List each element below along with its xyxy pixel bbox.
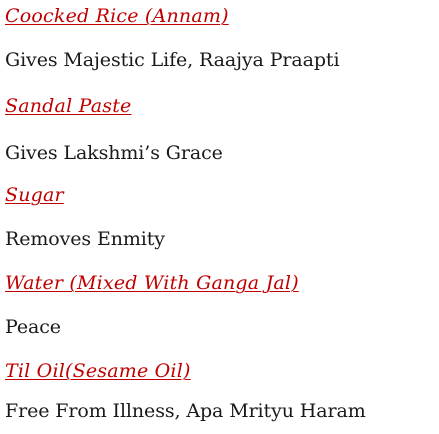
item-description-til-oil: Free From Illness, Apa Mrityu Haram xyxy=(5,400,366,422)
item-heading-water: Water (Mixed With Ganga Jal) xyxy=(5,272,299,294)
item-heading-til-oil: Til Oil(Sesame Oil) xyxy=(5,360,191,382)
item-heading-sandal-paste: Sandal Paste xyxy=(5,95,132,117)
item-description-sandal-paste: Gives Lakshmi’s Grace xyxy=(5,142,223,164)
item-description-cooked-rice: Gives Majestic Life, Raajya Praapti xyxy=(5,49,340,71)
item-description-sugar: Removes Enmity xyxy=(5,228,165,250)
item-description-water: Peace xyxy=(5,316,61,338)
item-heading-cooked-rice: Coocked Rice (Annam) xyxy=(5,5,229,27)
item-heading-sugar: Sugar xyxy=(5,184,64,206)
